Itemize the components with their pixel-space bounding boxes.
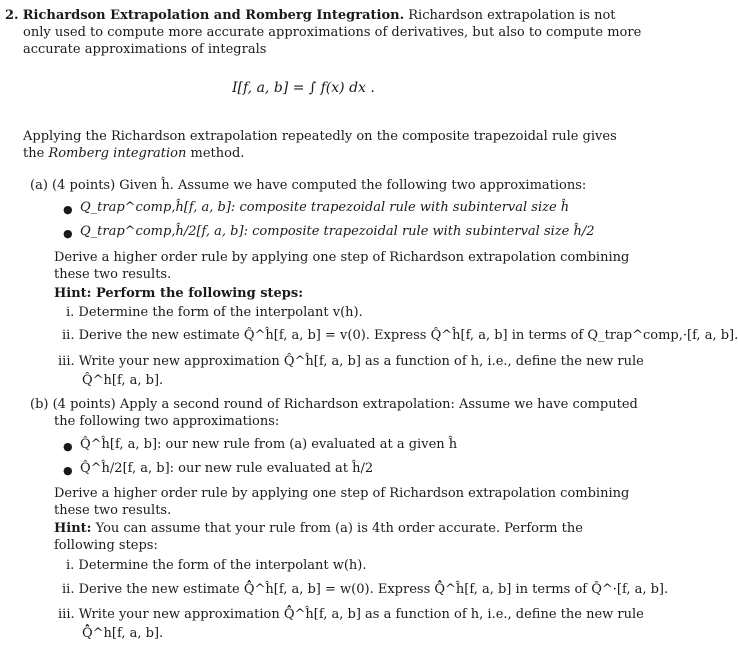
part-b-header-line-2: the following two approximations:	[54, 414, 280, 429]
part-b-header-text: (4 points) Apply a second round of Richardson extrapolation: Assume we have computed	[52, 397, 638, 412]
part-b-step-2: ii. Derive the new estimate Q̂̂^ĥ[f, a, b] = w(0). Express Q̂̂^ĥ[f, a, b] in terms of Q̂^·[f, a, b].	[62, 582, 669, 597]
part-a-bullet-1-math: Q_trap^comp,ĥ[f, a, b]:	[80, 200, 236, 215]
part-a-label: (a)	[30, 178, 48, 193]
part-b-label: (b)	[30, 397, 49, 412]
bullet-icon: ●	[63, 464, 73, 477]
hint-label: Hint:	[54, 521, 92, 536]
part-a-bullet-2-math: Q_trap^comp,ĥ/2[f, a, b]:	[80, 224, 248, 239]
part-a-step-3-line-1: iii. Write your new approximation Q̂^ĥ[f, a, b] as a function of h, i.e., define the new rule	[58, 354, 644, 369]
integral-formula	[232, 80, 375, 97]
bullet-icon: ●	[63, 203, 73, 216]
problem-title: Richardson Extrapolation and Romberg Integration.	[22, 8, 405, 23]
paragraph-2-line-1: Applying the Richardson extrapolation repeatedly on the composite trapezoidal rule gives	[23, 129, 617, 144]
part-b-step-3-line-2: Q̂̂^h[f, a, b].	[82, 626, 164, 641]
intro-line-3: accurate approximations of integrals	[23, 42, 267, 57]
problem-number: 2.	[5, 8, 19, 23]
integral-formula-text: I[f, a, b] = ∫ f(x) dx .	[232, 80, 375, 96]
paragraph-2-line-2: the Romberg integration method.	[23, 146, 245, 161]
part-a-step-2: ii. Derive the new estimate Q̂^ĥ[f, a, b] = v(0). Express Q̂^ĥ[f, a, b] in terms of Q_trap^comp,·[f, a, b].	[62, 328, 738, 343]
part-a-bullet-1	[80, 200, 569, 217]
part-a-derive-line-2: these two results.	[54, 267, 172, 282]
part-b-step-1: i. Determine the form of the interpolant w(h).	[66, 558, 367, 573]
part-a-bullet-2-text: composite trapezoidal rule with subinterval size ĥ/2	[252, 224, 595, 239]
part-b-hint-line-1: Hint: You can assume that your rule from (a) is 4th order accurate. Perform the	[54, 521, 583, 536]
part-a-step-1: i. Determine the form of the interpolant v(h).	[66, 305, 363, 320]
part-a-hint: Hint: Perform the following steps:	[54, 286, 304, 301]
part-b-derive-line-1: Derive a higher order rule by applying one step of Richardson extrapolation combining	[54, 486, 630, 501]
intro-line-2: only used to compute more accurate approximations of derivatives, but also to compute more	[23, 25, 642, 40]
intro-line-1: Richardson extrapolation is not	[408, 8, 616, 23]
part-a-bullet-2	[80, 224, 594, 241]
romberg-term: Romberg integration	[48, 146, 187, 161]
bullet-icon: ●	[63, 440, 73, 453]
part-a-derive-line-1: Derive a higher order rule by applying one step of Richardson extrapolation combining	[54, 250, 630, 265]
part-a-step-3-line-2: Q̂^h[f, a, b].	[82, 373, 164, 388]
part-b-hint-line-2: following steps:	[54, 538, 158, 553]
bullet-icon: ●	[63, 227, 73, 240]
part-b-bullet-1: Q̂^ĥ[f, a, b]: our new rule from (a) evaluated at a given ĥ	[80, 437, 458, 452]
part-a-header	[30, 178, 586, 195]
part-b-bullet-2: Q̂^ĥ/2[f, a, b]: our new rule evaluated at ĥ/2	[80, 461, 374, 476]
part-b-header	[30, 397, 638, 414]
part-b-derive-line-2: these two results.	[54, 503, 172, 518]
part-b-step-3-line-1: iii. Write your new approximation Q̂̂^ĥ[f, a, b] as a function of h, i.e., define the new rule	[58, 607, 644, 622]
part-a-bullet-1-text: composite trapezoidal rule with subinterval size ĥ	[239, 200, 570, 215]
part-a-header-text: (4 points) Given ĥ. Assume we have computed the following two approximations:	[52, 178, 587, 193]
problem-heading	[5, 8, 616, 25]
